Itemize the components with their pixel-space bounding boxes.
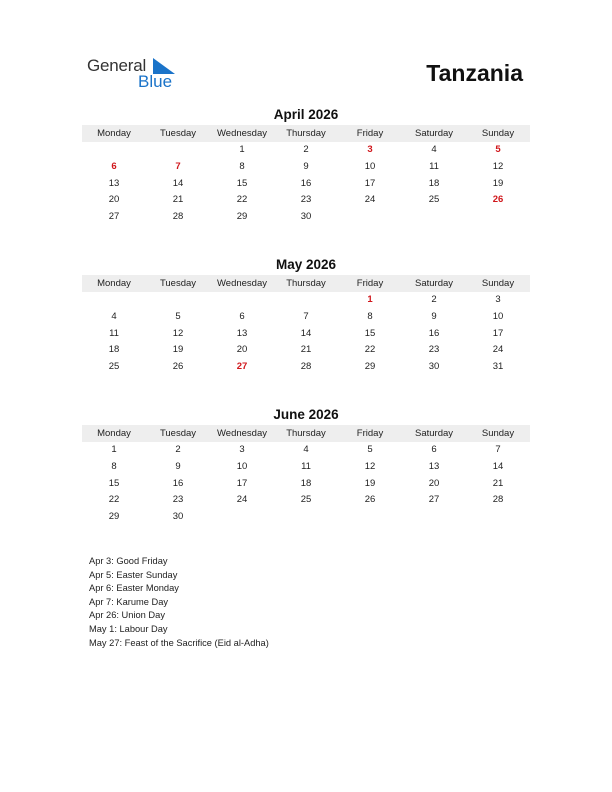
day-cell: 27 xyxy=(428,494,440,506)
day-cell: 16 xyxy=(300,177,312,189)
weekday-label: Tuesday xyxy=(159,128,197,139)
weekday-label: Tuesday xyxy=(159,278,197,289)
week-row xyxy=(82,342,530,359)
day-cell: 25 xyxy=(300,494,312,506)
day-cell: 23 xyxy=(300,194,312,206)
weekday-label: Thursday xyxy=(286,428,326,439)
day-cell xyxy=(82,142,146,159)
weekday-header xyxy=(82,275,530,292)
day-cell: 8 xyxy=(367,310,373,322)
day-cell: 20 xyxy=(428,477,440,489)
weekday-label: Sunday xyxy=(481,278,515,289)
weekday-label: Wednesday xyxy=(217,428,267,439)
week-row xyxy=(82,159,530,176)
logo xyxy=(87,56,187,92)
weekday-label: Saturday xyxy=(414,128,454,139)
day-cell xyxy=(274,292,338,309)
day-cell: 24 xyxy=(492,344,504,356)
week-row xyxy=(82,176,530,193)
day-cell: 11 xyxy=(109,327,119,339)
day-cell: 24 xyxy=(364,194,376,206)
day-cell: 2 xyxy=(175,444,181,455)
day-cell: 30 xyxy=(172,511,184,523)
holiday-note: May 27: Feast of the Sacrifice (Eid al-Adha) xyxy=(89,637,269,648)
weekday-header xyxy=(82,425,530,442)
day-cell xyxy=(82,292,146,309)
logo-blue-text: Blue xyxy=(138,72,173,91)
day-cell xyxy=(338,209,402,226)
holiday-day-cell: 7 xyxy=(175,160,181,172)
day-cell: 26 xyxy=(172,361,184,373)
day-cell: 15 xyxy=(364,327,376,339)
logo-general-text: General xyxy=(87,56,147,75)
day-cell: 14 xyxy=(172,177,184,189)
day-cell: 4 xyxy=(431,144,437,155)
holiday-note: Apr 7: Karume Day xyxy=(89,596,169,607)
day-cell: 14 xyxy=(300,327,312,339)
day-cell: 8 xyxy=(239,160,245,172)
day-cell xyxy=(210,292,274,309)
day-cell xyxy=(146,142,210,159)
day-cell: 21 xyxy=(492,477,504,489)
day-cell: 30 xyxy=(300,211,312,223)
day-cell: 11 xyxy=(301,460,311,472)
weekday-label: Friday xyxy=(356,278,384,289)
day-cell: 20 xyxy=(108,194,120,206)
weekday-label: Tuesday xyxy=(159,428,197,439)
day-cell: 14 xyxy=(492,460,504,472)
holiday-note: Apr 26: Union Day xyxy=(89,610,165,621)
day-cell: 10 xyxy=(364,160,376,172)
day-cell: 16 xyxy=(428,327,440,339)
country-title: Tanzania xyxy=(426,60,523,86)
day-cell: 28 xyxy=(300,361,312,373)
month-april xyxy=(82,107,530,226)
day-cell: 12 xyxy=(172,327,184,339)
day-cell: 7 xyxy=(495,444,501,455)
day-cell: 7 xyxy=(303,310,309,322)
day-cell: 25 xyxy=(108,361,120,373)
day-cell: 19 xyxy=(172,344,184,356)
day-cell: 18 xyxy=(108,344,120,356)
day-cell xyxy=(402,209,466,226)
holiday-day-cell: 6 xyxy=(111,160,117,172)
holiday-day-cell: 5 xyxy=(495,144,501,155)
day-cell: 15 xyxy=(108,477,120,489)
day-cell: 23 xyxy=(172,494,184,506)
day-cell: 17 xyxy=(364,177,376,189)
day-cell: 22 xyxy=(364,344,376,356)
day-cell: 22 xyxy=(108,494,120,506)
month-title: April 2026 xyxy=(273,107,339,122)
day-cell: 18 xyxy=(300,477,312,489)
day-cell: 2 xyxy=(303,144,309,155)
day-cell: 4 xyxy=(303,444,309,455)
day-cell: 23 xyxy=(428,344,440,356)
weekday-label: Monday xyxy=(97,278,131,289)
day-cell: 2 xyxy=(431,294,437,305)
weekday-label: Saturday xyxy=(414,278,454,289)
day-cell xyxy=(274,509,338,526)
day-cell: 11 xyxy=(429,160,439,172)
day-cell: 13 xyxy=(236,327,248,339)
day-cell: 13 xyxy=(108,177,120,189)
day-cell: 5 xyxy=(175,310,181,322)
week-row xyxy=(82,442,530,459)
weekday-label: Friday xyxy=(356,428,384,439)
day-cell: 10 xyxy=(236,460,248,472)
day-cell: 27 xyxy=(108,211,120,223)
day-cell xyxy=(466,509,530,526)
holiday-note: Apr 5: Easter Sunday xyxy=(89,569,178,580)
day-cell: 1 xyxy=(239,144,245,155)
day-cell: 16 xyxy=(172,477,184,489)
week-row xyxy=(82,292,530,309)
day-cell: 26 xyxy=(364,494,376,506)
day-cell: 9 xyxy=(431,310,437,322)
week-row xyxy=(82,509,530,526)
weekday-header xyxy=(82,125,530,142)
day-cell: 6 xyxy=(431,444,437,455)
weekday-label: Thursday xyxy=(286,278,326,289)
weekday-label: Sunday xyxy=(481,428,515,439)
day-cell xyxy=(402,509,466,526)
day-cell: 17 xyxy=(236,477,248,489)
day-cell: 25 xyxy=(428,194,440,206)
day-cell: 28 xyxy=(172,211,184,223)
weekday-label: Saturday xyxy=(414,428,454,439)
day-cell: 12 xyxy=(364,460,376,472)
weekday-label: Friday xyxy=(356,128,384,139)
week-row xyxy=(82,459,530,476)
holiday-day-cell: 3 xyxy=(367,144,373,155)
day-cell: 21 xyxy=(172,194,184,206)
day-cell: 28 xyxy=(492,494,504,506)
weekday-label: Wednesday xyxy=(217,278,267,289)
day-cell: 3 xyxy=(495,294,501,305)
day-cell: 10 xyxy=(492,310,504,322)
day-cell: 21 xyxy=(300,344,312,356)
day-cell: 9 xyxy=(303,160,309,172)
week-row xyxy=(82,142,530,159)
weekday-label: Sunday xyxy=(481,128,515,139)
day-cell: 29 xyxy=(236,211,248,223)
day-cell: 19 xyxy=(364,477,376,489)
day-cell: 4 xyxy=(111,310,117,322)
week-row xyxy=(82,326,530,343)
holiday-note: May 1: Labour Day xyxy=(89,623,168,634)
holiday-day-cell: 26 xyxy=(492,194,504,206)
day-cell: 12 xyxy=(492,160,504,172)
weekday-label: Monday xyxy=(97,128,131,139)
holiday-day-cell: 27 xyxy=(236,361,248,373)
day-cell: 22 xyxy=(236,194,248,206)
holiday-note: Apr 3: Good Friday xyxy=(89,556,168,566)
month-title: June 2026 xyxy=(273,407,339,422)
week-row xyxy=(82,209,530,226)
weekday-label: Thursday xyxy=(286,128,326,139)
day-cell: 24 xyxy=(236,494,248,506)
month-june xyxy=(82,407,530,526)
week-row xyxy=(82,359,530,376)
day-cell: 15 xyxy=(236,177,248,189)
day-cell: 20 xyxy=(236,344,248,356)
day-cell: 6 xyxy=(239,310,245,322)
day-cell: 1 xyxy=(111,444,117,455)
weekday-label: Monday xyxy=(97,428,131,439)
day-cell: 3 xyxy=(239,444,245,455)
day-cell: 13 xyxy=(428,460,440,472)
week-row xyxy=(82,309,530,326)
holiday-note: Apr 6: Easter Monday xyxy=(89,583,179,594)
day-cell: 18 xyxy=(428,177,440,189)
day-cell: 19 xyxy=(492,177,504,189)
week-row xyxy=(82,192,530,209)
day-cell xyxy=(146,292,210,309)
day-cell: 31 xyxy=(492,361,504,373)
day-cell: 8 xyxy=(111,460,117,472)
holiday-day-cell: 1 xyxy=(367,294,373,305)
day-cell: 9 xyxy=(175,460,181,472)
day-cell: 29 xyxy=(108,511,120,523)
day-cell: 29 xyxy=(364,361,376,373)
day-cell: 30 xyxy=(428,361,440,373)
day-cell: 5 xyxy=(367,444,373,455)
weekday-label: Wednesday xyxy=(217,128,267,139)
week-row xyxy=(82,476,530,493)
day-cell xyxy=(338,509,402,526)
day-cell xyxy=(466,209,530,226)
day-cell: 17 xyxy=(492,327,504,339)
day-cell xyxy=(210,509,274,526)
week-row xyxy=(82,492,530,509)
month-title: May 2026 xyxy=(275,257,337,272)
month-may xyxy=(82,257,530,376)
holiday-notes xyxy=(89,555,269,650)
